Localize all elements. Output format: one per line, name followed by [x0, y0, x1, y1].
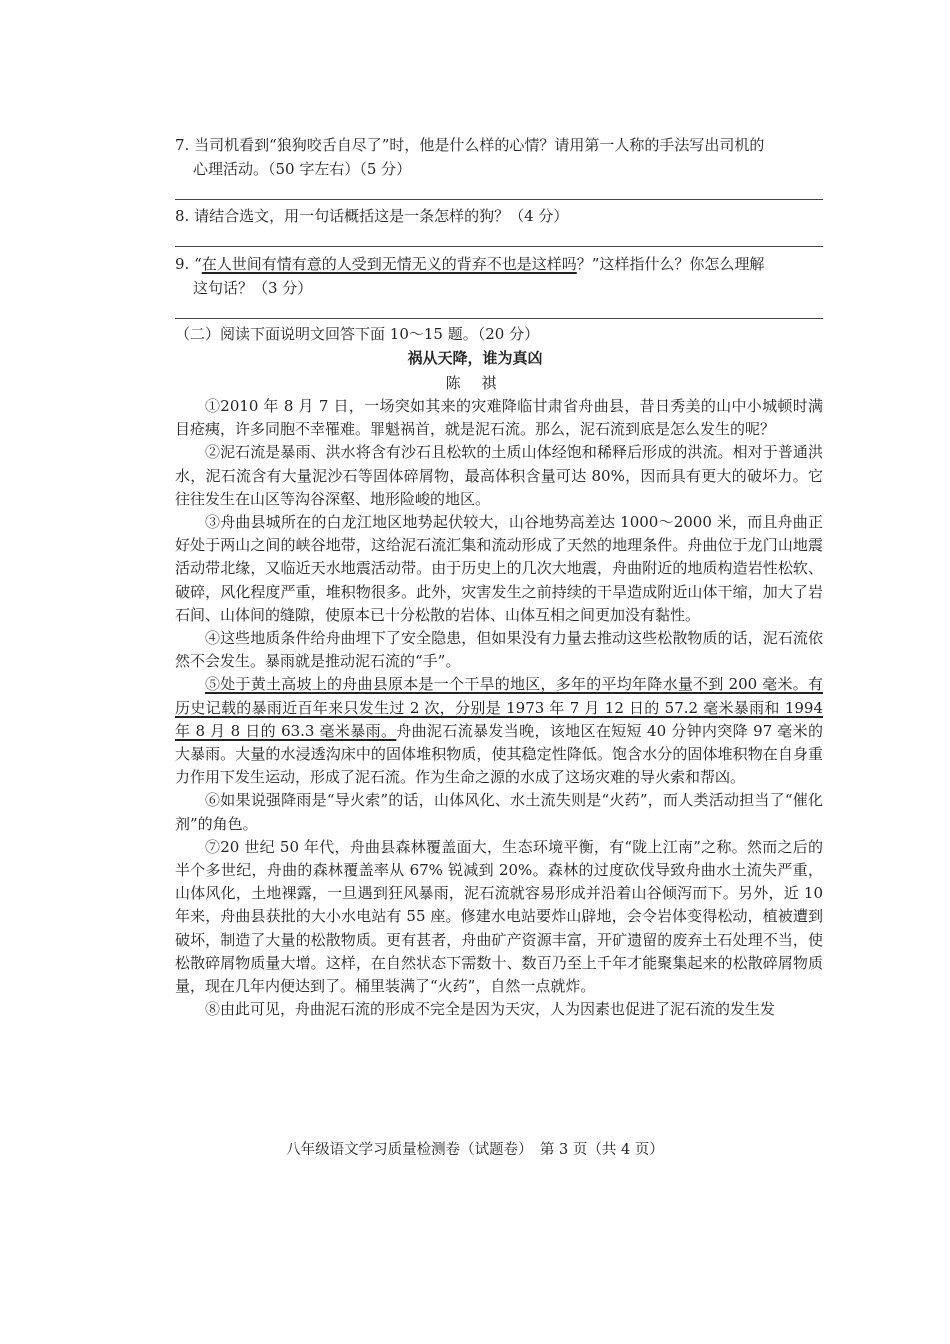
paragraph-8: ⑧由此可见，舟曲泥石流的形成不完全是因为天灾，人为因素也促进了泥石流的发生发 — [205, 1000, 776, 1019]
question-7-line2: 心理活动。（50 字左右）（5 分） — [193, 160, 412, 178]
answer-line-8 — [175, 246, 823, 247]
question-9-prefix: 9. “ — [175, 255, 202, 273]
article-title: 祸从天降，谁为真凶 — [407, 349, 543, 367]
question-7 — [175, 133, 825, 181]
paragraph-6: ⑥如果说强降雨是“导火索”的话，山体风化、水土流失则是“火药”，而人类活动担当了“催化剂”的角色。 — [175, 791, 823, 833]
paragraph-5-underlined: ⑤处于黄土高坡上的舟曲县原本是一个干旱的地区，多年的平均年降水量不到 200 毫米。有历史记载的暴雨近百年来只发生过 2 次，分别是 1973 年 7 月 12 日的 57.2 毫米暴雨和 1994 年 8 月 8 日的 63.3 毫米暴雨。 — [175, 675, 823, 740]
paragraph-3: ③舟曲县城所在的白龙江地区地势起伏较大，山谷地势高差达 1000～2000 米，而且舟曲正好处于两山之间的峡谷地带，这给泥石流汇集和流动形成了天然的地理条件。舟曲位于龙门山地震活动带北缘，又临近天水地震活动带。由于历史上的几次大地震，舟曲附近的地质构造岩性松软、破碎，风化程度严重，堆积物很多。此外，灾害发生之前持续的干旱造成附近山体干缩，加大了岩石间、山体间的缝隙，使原本已十分松散的岩体、山体互相之间更加没有黏性。 — [175, 513, 823, 624]
question-9-line2: 这句话？（3 分） — [193, 279, 313, 297]
paragraph-5 — [175, 673, 823, 789]
section-heading: （二）阅读下面说明文回答下面 10～15 题。（20 分） — [175, 325, 540, 343]
paragraph-5-rest: 舟曲泥石流暴发当晚，该地区在短短 40 分钟内突降 97 毫米的大暴雨。大量的水浸透沟床中的固体堆积物质，使其稳定性降低。饱含水分的固体堆积物在自身重力作用下发生运动，形成了泥石流。作为生命之源的水成了这场灾难的导火索和帮凶。 — [175, 721, 823, 787]
paragraph-2: ②泥石流是暴雨、洪水将含有沙石且松软的土质山体经饱和稀释后形成的洪流。相对于普通洪水，泥石流含有大量泥沙石等固体碎屑物，最高体积含量可达 80%，因而具有更大的破坏力。它往往发生在山区等沟谷深壑、地形险峻的地区。 — [175, 443, 823, 508]
article-body — [175, 395, 823, 1021]
question-8 — [175, 204, 825, 228]
answer-line-9 — [175, 318, 823, 319]
paragraph-7: ⑦20 世纪 50 年代，舟曲县森林覆盖面大，生态环境平衡，有“陇上江南”之称。然而之后的半个多世纪，舟曲的森林覆盖率从 67% 锐减到 20%。森林的过度砍伐导致舟曲水土流失严重，山体风化，土地裸露，一旦遇到狂风暴雨，泥石流就容易形成并沿着山谷倾泻而下。另外，近 10 年来，舟曲县获批的大小水电站有 55 座。修建水电站要炸山辟地，会令岩体变得松动，植被遭到破坏，制造了大量的松散物质。更有甚者，舟曲矿产资源丰富，开矿遗留的废弃土石处理不当，使松散碎屑物质量大增。这样，在自然状态下需数十、数百乃至上千年才能聚集起来的松散碎屑物质量，现在几年内便达到了。桶里装满了“火药”，自然一点就炸。 — [175, 837, 823, 996]
question-7-line1: 7. 当司机看到“狼狗咬舌自尽了”时，他是什么样的心情？请用第一人称的手法写出司机的 — [175, 136, 765, 154]
page-footer: 八年级语文学习质量检测卷（试题卷） 第 3 页（共 4 页） — [286, 1142, 664, 1158]
paragraph-1: ①2010 年 8 月 7 日，一场突如其来的灾难降临甘肃省舟曲县，昔日秀美的山中小城顿时满目疮痍，许多同胞不幸罹难。罪魁祸首，就是泥石流。那么，泥石流到底是怎么发生的呢？ — [175, 397, 823, 439]
question-9-quote: 在人世间有情有意的人受到无情无义的背弃不也是这样吗 — [201, 255, 577, 273]
question-9 — [175, 252, 825, 300]
article-author: 陈 祺 — [445, 374, 505, 392]
question-9-suffix: ？”这样指什么？你怎么理解 — [576, 255, 765, 273]
paragraph-4: ④这些地质条件给舟曲埋下了安全隐患，但如果没有力量去推动这些松散物质的话，泥石流依然不会发生。暴雨就是推动泥石流的“手”。 — [175, 629, 823, 671]
question-8-line1: 8. 请结合选文，用一句话概括这是一条怎样的狗？（4 分） — [175, 207, 569, 225]
answer-line-7 — [175, 199, 823, 200]
